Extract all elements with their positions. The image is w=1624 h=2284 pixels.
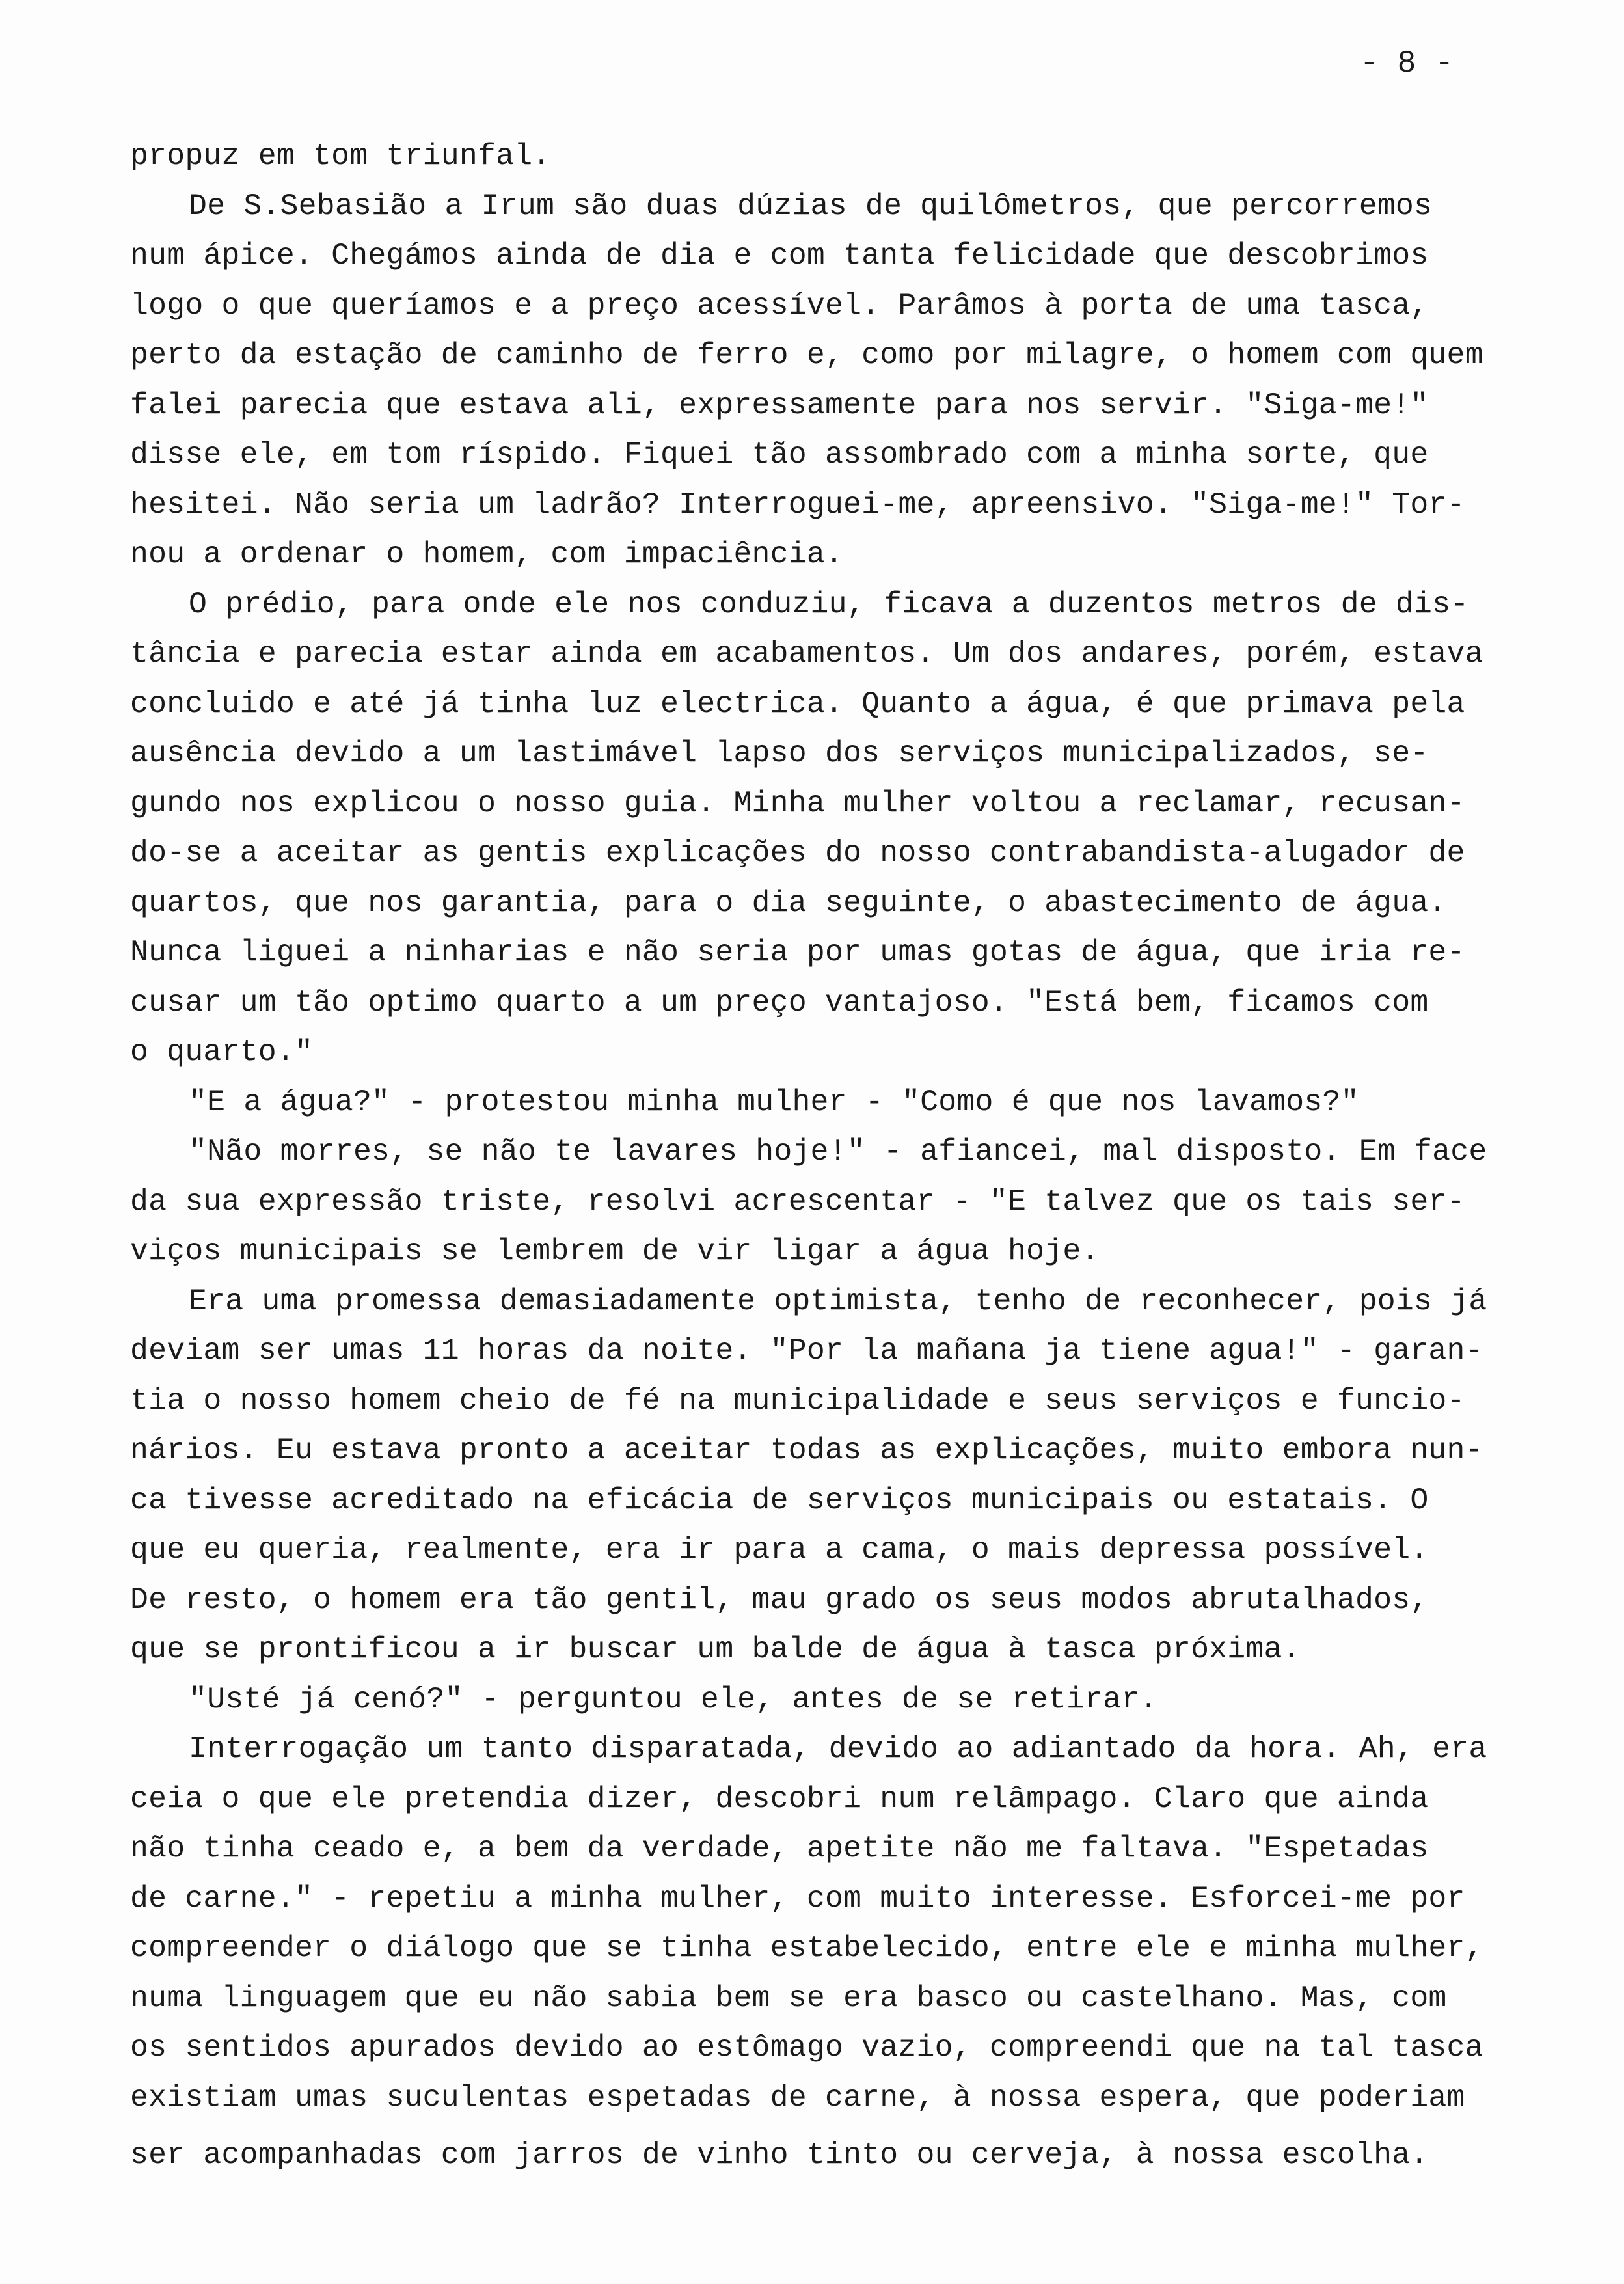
text-line: num ápice. Chegámos ainda de dia e com tanta felicidade que descobrimos [130,238,1429,273]
text-line: disse ele, em tom ríspido. Fiquei tão assombrado com a minha sorte, que [130,437,1429,472]
text-line: nários. Eu estava pronto a aceitar todas as explicações, muito embora nun- [130,1433,1483,1467]
text-line: perto da estação de caminho de ferro e, como por milagre, o homem com quem [130,338,1483,372]
body-text [130,131,1581,2181]
text-line: do-se a aceitar as gentis explicações do nosso contrabandista-alugador de [130,836,1465,870]
text-line: que eu queria, realmente, era ir para a cama, o mais depressa possível. [130,1532,1429,1567]
text-line: cusar um tão optimo quarto a um preço vantajoso. "Está bem, ficamos com [130,985,1429,1020]
text-line: "E a água?" - protestou minha mulher - "Como é que nos lavamos?" [189,1084,1359,1119]
text-line: ser acompanhadas com jarros de vinho tinto ou cerveja, à nossa escolha. [130,2138,1429,2172]
text-line: Interrogação um tanto disparatada, devido ao adiantado da hora. Ah, era [189,1732,1487,1766]
text-line: falei parecia que estava ali, expressamente para nos servir. "Siga-me!" [130,387,1429,422]
text-line: da sua expressão triste, resolvi acrescentar - "E talvez que os tais ser- [130,1184,1465,1219]
text-line: O prédio, para onde ele nos conduziu, ficava a duzentos metros de dis- [189,586,1469,621]
text-line: ausência devido a um lastimável lapso dos serviços municipalizados, se- [130,736,1429,770]
text-line: "Não morres, se não te lavares hoje!" - afiancei, mal disposto. Em face [189,1134,1487,1169]
text-line: propuz em tom triunfal. [130,139,551,173]
text-line: nou a ordenar o homem, com impaciência. [130,537,844,571]
text-line: tia o nosso homem cheio de fé na municipalidade e seus serviços e funcio- [130,1383,1465,1418]
text-line: quartos, que nos garantia, para o dia seguinte, o abastecimento de água. [130,885,1447,920]
text-line: viços municipais se lembrem de vir ligar a água hoje. [130,1234,1100,1268]
text-line: De S.Sebasião a Irum são duas dúzias de quilômetros, que percorremos [189,188,1433,223]
text-line: concluido e até já tinha luz electrica. Quanto a água, é que primava pela [130,686,1465,721]
text-line: Era uma promessa demasiadamente optimista, tenho de reconhecer, pois já [189,1283,1487,1318]
text-line: logo o que queríamos e a preço acessível. Parâmos à porta de uma tasca, [130,288,1429,323]
text-line: "Usté já cenó?" - perguntou ele, antes de se retirar. [189,1681,1158,1717]
text-line: ceia o que ele pretendia dizer, descobri num relâmpago. Claro que ainda [130,1781,1429,1816]
text-line: não tinha ceado e, a bem da verdade, apetite não me faltava. "Espetadas [130,1831,1429,1866]
text-line: que se prontificou a ir buscar um balde de água à tasca próxima. [130,1632,1301,1666]
text-line: ca tivesse acreditado na eficácia de serviços municipais ou estatais. O [130,1482,1429,1517]
text-line: numa linguagem que eu não sabia bem se era basco ou castelhano. Mas, com [130,1980,1447,2015]
text-line: os sentidos apurados devido ao estômago vazio, compreendi que na tal tasca [130,2030,1483,2065]
text-line: existiam umas suculentas espetadas de carne, à nossa espera, que poderiam [130,2080,1465,2115]
text-line: o quarto." [130,1035,314,1069]
text-line: tância e parecia estar ainda em acabamentos. Um dos andares, porém, estava [130,636,1483,671]
text-line: de carne." - repetiu a minha mulher, com muito interesse. Esforcei-me por [130,1881,1465,1916]
text-line: gundo nos explicou o nosso guia. Minha mulher voltou a reclamar, recusan- [130,785,1465,821]
text-line: compreender o diálogo que se tinha estabelecido, entre ele e minha mulher, [130,1931,1483,1965]
text-line: deviam ser umas 11 horas da noite. "Por la mañana ja tiene agua!" - garan- [130,1333,1483,1368]
page-number: - 8 - [1360,46,1454,81]
text-line: Nunca liguei a ninharias e não seria por umas gotas de água, que iria re- [130,935,1465,970]
text-line: hesitei. Não seria um ladrão? Interroguei-me, apreensivo. "Siga-me!" Tor- [130,487,1465,522]
text-line: De resto, o homem era tão gentil, mau grado os seus modos abrutalhados, [130,1582,1429,1617]
